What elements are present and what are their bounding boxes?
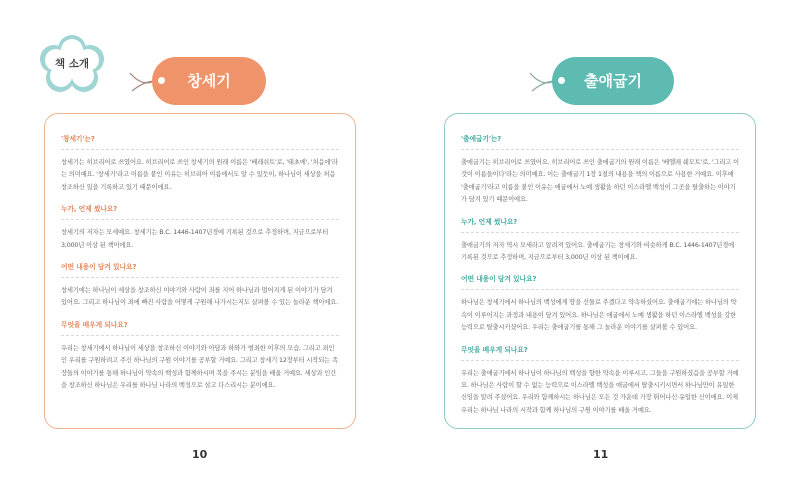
section-heading: 누가, 언제 썼나요? [61,205,118,214]
book-title-tag-left [128,57,270,105]
section-heading: '출애굽기'는? [461,135,502,143]
intro-section [61,319,339,393]
tag-hole-icon [158,77,165,84]
intro-section [461,273,739,334]
dashed-divider [461,149,739,150]
badge-label: 책 소개 [54,58,90,70]
intro-section [61,133,339,194]
intro-section [61,203,339,252]
section-body: 출애굽기는 히브리어로 쓰였어요. 히브리어로 쓰인 출애굽기의 원래 이름은 '베엘레 쉐모트'로, '그리고 이것이 이름들이다'라는 의미예요. 이는 출애굽기 1장 1절의 내용을 책의 이름으로 사용한 거예요. 이후에 '출애굽기'라고 이름을 붙인 이유는 애굽에서 노예 생활을 하던 이스라엘 백성이 그곳을 탈출하는 이야기가 담겨 있기 때문이에요. [461,159,739,204]
book-title: 출애굽기 [584,72,642,90]
section-heading: 어떤 내용이 담겨 있나요? [461,275,537,284]
intro-section [461,344,739,418]
dashed-divider [461,289,739,290]
section-heading: 어떤 내용이 담겨 있나요? [61,263,137,272]
section-heading: 누가, 언제 썼나요? [461,217,518,226]
section-heading: 무엇을 배우게 되나요? [461,345,528,354]
intro-section [461,216,739,265]
dashed-divider [61,277,339,278]
dashed-divider [461,360,739,361]
section-body: 창세기의 저자는 모세예요. 창세기는 B.C. 1446-1407년경에 기록된 것으로 추정하며, 지금으로부터 3,000년 이상 된 책이에요. [61,229,329,249]
section-body: 출애굽기의 저자 역시 모세라고 알려져 있어요. 출애굽기는 창세기와 비슷하게 B.C. 1446-1407년경에 기록된 것으로 추정하며, 지금으로부터 3,000년 이상 된 책이에요. [461,241,735,262]
intro-section [461,133,739,207]
section-body: 하나님은 창세기에서 하나님의 백성에게 땅을 선물로 주겠다고 약속하셨어요. 출애굽기에는 하나님의 약속이 이루어지는 과정과 내용이 담겨 있어요. 하나님은 애굽에서 노예 생활을 하던 이스라엘 백성을 강한 능력으로 탈출시키셨어요. 우리는 출애굽기를 통해 그 놀라운 이야기를 살펴볼 수 있어요. [461,299,737,332]
dashed-divider [61,149,339,150]
book-title-tag-right [528,57,676,105]
page-number-left: 10 [192,448,208,461]
section-body: 우리는 창세기에서 하나님이 세상을 창조하신 이야기와 아담과 하와가 범죄한 이후의 모습, 그리고 죄인인 우리를 구원하려고 주신 하나님의 구원 이야기를 공부할 거예요. 그리고 창세기 12장부터 시작되는 족장들의 이야기를 통해 하나님이 약속의 백성과 함께하시며 복을 주시는 분임을 배울 거예요. 세상과 인간을 창조하신 하나님은 우리를 하나님 나라의 백성으로 삼고 다스리시는 분이에요. [61,344,338,390]
tag-hole-icon [558,77,565,84]
section-body: 창세기는 히브리어로 쓰였어요. 히브리어로 쓰인 창세기의 원래 이름은 '베레쉬트'로, '태초에', '처음에'라는 의미예요. '창세기'라고 이름을 붙인 이유는 히브리어 이름에서도 알 수 있듯이, 하나님이 세상을 처음 창조하신 일을 기록하고 있기 때문이에요. [61,159,338,191]
tag-body [552,57,674,105]
section-heading: '창세기'는? [61,135,95,143]
page-number-right: 11 [593,448,609,461]
book-title: 창세기 [187,72,231,90]
book-intro-badge [40,34,104,94]
section-body: 우리는 출애굽기에서 하나님이 하나님의 백성을 향한 약속을 이루시고, 그들을 구원하셨음을 공부할 거예요. 하나님은 사람이 할 수 없는 능력으로 이스라엘 백성을 애굽에서 탈출시키시면서 하나님만이 유일한 신임을 알려 주셨어요. 우리와 함께하시는 하나님은 모든 것 가운데 가장 뛰어나신 유일한 신이에요. 이제 우리는 하나님 나라의 시작과 함께 하나님의 구원 이야기를 배울 거예요. [461,369,739,414]
book-intro-box-left [44,113,356,429]
book-intro-box-right [444,113,756,429]
section-heading: 무엇을 배우게 되나요? [61,320,128,329]
intro-section [61,261,339,310]
dashed-divider [61,335,339,336]
tag-body [152,57,266,105]
dashed-divider [61,219,339,220]
section-body: 창세기에는 하나님이 세상을 창조하신 이야기와 사람이 죄를 지어 하나님과 멀어지게 된 이야기가 담겨 있어요. 그리고 하나님이 죄에 빠진 사람을 어떻게 구원해 나가시는지도 살펴볼 수 있는 놀라운 책이에요. [61,287,338,307]
dashed-divider [461,232,739,233]
